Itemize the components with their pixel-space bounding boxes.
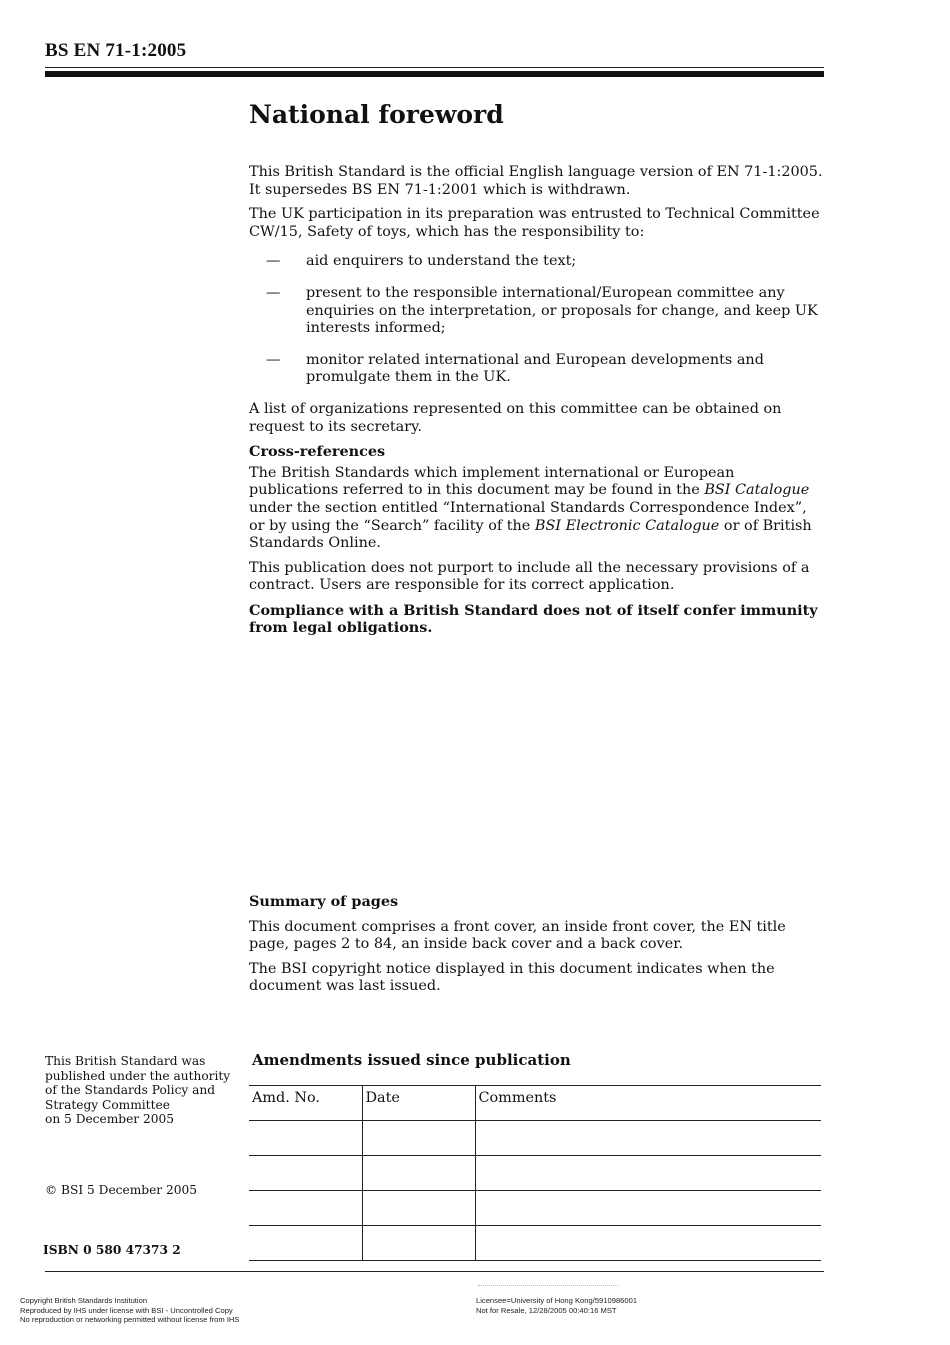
table-cell bbox=[362, 1226, 475, 1261]
cross-ref-text: under the section entitled “International Standards Correspondence Index”, or by using the “Search” facility of the bbox=[249, 499, 807, 534]
column-header-amd-no: Amd. No. bbox=[249, 1086, 362, 1121]
dash-bullet: — bbox=[266, 351, 281, 368]
header-rule-thick bbox=[45, 71, 824, 77]
table-cell bbox=[249, 1191, 362, 1226]
bsi-catalogue-ref: BSI Catalogue bbox=[704, 482, 810, 499]
footer-line: No reproduction or networking permitted without license from IHS bbox=[20, 1315, 240, 1325]
table-cell bbox=[249, 1226, 362, 1261]
authority-line: published under the authority bbox=[45, 1068, 231, 1083]
summary-paragraph-2: The BSI copyright notice displayed in this document indicates when the document was last issued. bbox=[249, 960, 775, 995]
intro-paragraph-2: The UK participation in its preparation was entrusted to Technical Committee CW/15, Safety of toys, which has the responsibility to: bbox=[249, 206, 820, 240]
cross-references-paragraph-2: This publication does not purport to include all the necessary provisions of a contract. Users are responsible for its correct application. bbox=[249, 559, 810, 594]
table-cell bbox=[475, 1191, 821, 1226]
responsibility-list bbox=[249, 253, 824, 387]
footer-rule bbox=[45, 1271, 824, 1272]
dash-bullet: — bbox=[266, 253, 281, 270]
cross-ref-text: The British Standards which implement international or European publications referred to in this document may be found in the bbox=[249, 464, 735, 499]
foreword-body bbox=[249, 164, 824, 644]
document-code: BS EN 71-1:2005 bbox=[45, 40, 187, 61]
footer-line: Licensee=University of Hong Kong/5910986001 bbox=[476, 1296, 638, 1305]
compliance-statement: Compliance with a British Standard does not of itself confer immunity from legal obligations. bbox=[249, 601, 818, 637]
list-item bbox=[249, 352, 824, 387]
dash-bullet: — bbox=[266, 284, 281, 301]
intro-paragraph-1: This British Standard is the official English language version of EN 71-1:2005. It supersedes BS EN 71-1:2001 which is withdrawn. bbox=[249, 164, 823, 198]
table-cell bbox=[475, 1226, 821, 1261]
list-item bbox=[249, 253, 824, 271]
page-title: National foreword bbox=[249, 100, 504, 129]
copyright-notice: © BSI 5 December 2005 bbox=[45, 1183, 197, 1197]
column-header-date: Date bbox=[362, 1086, 475, 1121]
authority-line: This British Standard was bbox=[45, 1054, 206, 1068]
summary-paragraph-1: This document comprises a front cover, an inside front cover, the EN title page, pages 2 to 84, an inside back cover and a back cover. bbox=[249, 918, 786, 953]
table-header-row bbox=[249, 1086, 821, 1121]
footer-copyright bbox=[20, 1296, 239, 1325]
table-row bbox=[249, 1226, 821, 1261]
intro-paragraph-3: A list of organizations represented on this committee can be obtained on request to its secretary. bbox=[249, 400, 782, 435]
cross-ref-text: or of British Standards Online. bbox=[249, 517, 812, 552]
table-row bbox=[249, 1121, 821, 1156]
authority-line: of the Standards Policy and bbox=[45, 1083, 216, 1098]
publication-authority-note bbox=[45, 1054, 235, 1127]
footer-line: Not for Resale, 12/28/2005 00:40:16 MST bbox=[476, 1305, 617, 1315]
table-cell bbox=[362, 1156, 475, 1191]
table-row bbox=[249, 1156, 821, 1191]
footer-line: Reproduced by IHS under license with BSI - Uncontrolled Copy bbox=[20, 1305, 233, 1315]
table-row bbox=[249, 1191, 821, 1226]
authority-line: on 5 December 2005 bbox=[45, 1112, 174, 1127]
summary-of-pages bbox=[249, 893, 824, 1003]
cross-references-heading: Cross-references bbox=[249, 443, 386, 461]
summary-heading: Summary of pages bbox=[249, 893, 399, 910]
footer-licensee bbox=[476, 1296, 637, 1315]
list-item-text: present to the responsible international/European committee any enquiries on the interpretation, or proposals for change, and keep UK interests informed; bbox=[306, 284, 818, 337]
table-cell bbox=[249, 1156, 362, 1191]
isbn: ISBN 0 580 47373 2 bbox=[43, 1243, 181, 1257]
table-cell bbox=[362, 1121, 475, 1156]
header-rule-thin bbox=[45, 67, 824, 68]
list-item bbox=[249, 285, 824, 338]
table-cell bbox=[475, 1156, 821, 1191]
authority-line: Strategy Committee bbox=[45, 1097, 170, 1112]
bsi-electronic-catalogue-ref: BSI Electronic Catalogue bbox=[534, 517, 720, 534]
amendments-title: Amendments issued since publication bbox=[252, 1051, 571, 1069]
footer-line: Copyright British Standards Institution bbox=[20, 1296, 148, 1305]
column-header-comments: Comments bbox=[475, 1086, 821, 1121]
amendments-table bbox=[249, 1085, 821, 1261]
table-cell bbox=[249, 1121, 362, 1156]
cross-references-paragraph-1 bbox=[249, 465, 824, 553]
list-item-text: aid enquirers to understand the text; bbox=[306, 253, 577, 270]
table-cell bbox=[362, 1191, 475, 1226]
faint-watermark-line bbox=[478, 1285, 618, 1286]
table-cell bbox=[475, 1121, 821, 1156]
list-item-text: monitor related international and European developments and promulgate them in the UK. bbox=[306, 351, 764, 386]
